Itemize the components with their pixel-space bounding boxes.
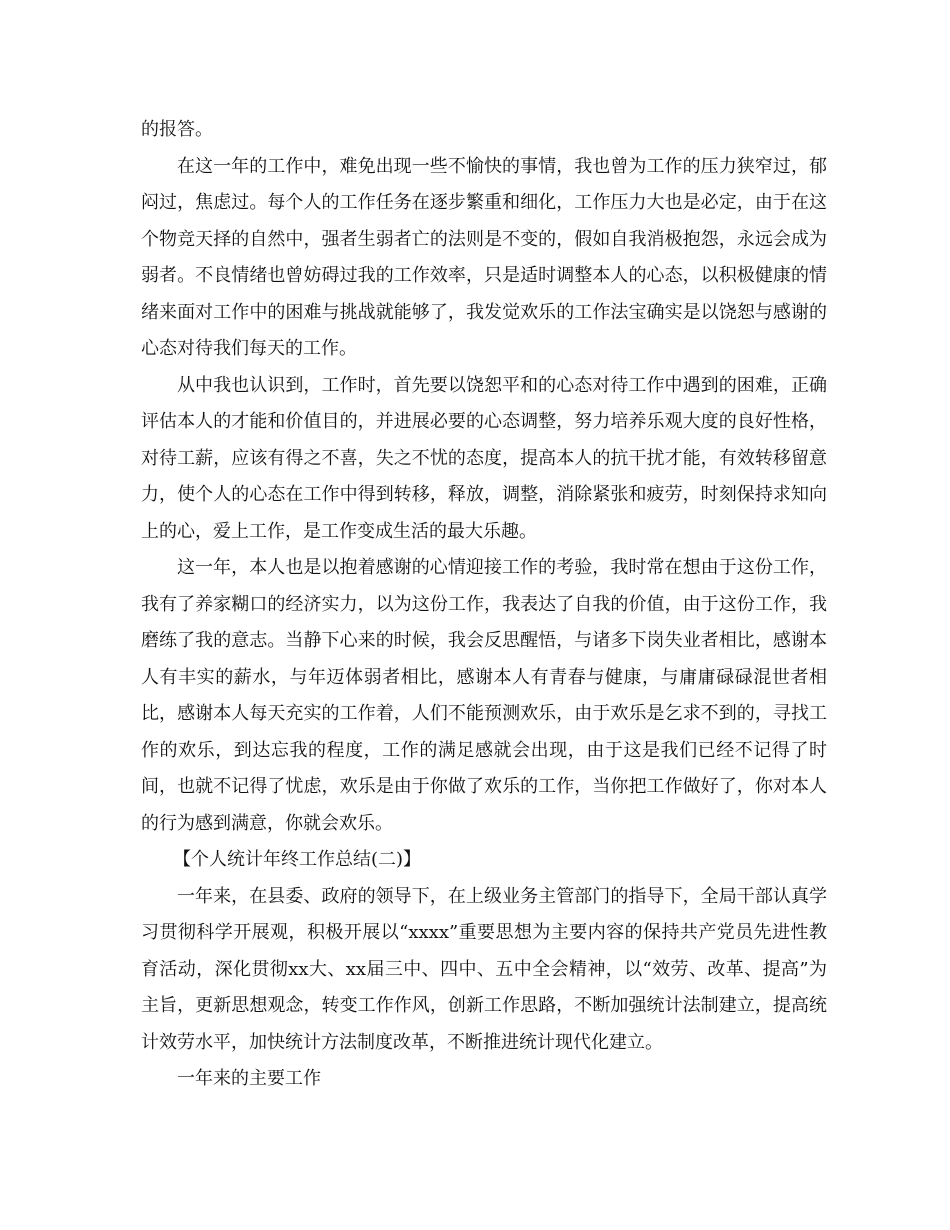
section-title: 【个人统计年终工作总结(二)】 (173, 849, 422, 870)
paragraph-2: 在这一年的工作中，难免出现一些不愉快的事情，我也曾为工作的压力狭窄过，郁闷过，焦虑过。每个人的工作任务在逐步繁重和细化，工作压力大也是必定，由于在这个物竞天择的自然中，强者生弱者亡的法则是不变的，假如自我消极抱怨，永远会成为弱者。不良情绪也曾妨碍过我的工作效率，只是适时调整本人的心态，以积极健康的情绪来面对工作中的困难与挑战就能够了，我发觉欢乐的工作法宝确实是以饶恕与感谢的心态对待我们每天的工作。 (141, 155, 827, 359)
paragraph-5: 一年来，在县委、政府的领导下，在上级业务主管部门的指导下，全局干部认真学习贯彻科学开展观，积极开展以“xxxx”重要思想为主要内容的保持共产党员先进性教育活动，深化贯彻xx大、xx届三中、四中、五中全会精神，以“效劳、改革、提高”为主旨，更新思想观念，转变工作作风，创新工作思路，不断加强统计法制建立，提高统计效劳水平，加快统计方法制度改革，不断推进统计现代化建立。 (141, 885, 827, 1053)
paragraph-4: 这一年，本人也是以抱着感谢的心情迎接工作的考验，我时常在想由于这份工作，我有了养家糊口的经济实力，以为这份工作，我表达了自我的价值，由于这份工作，我磨练了我的意志。当静下心来的时候，我会反思醒悟，与诸多下岗失业者相比，感谢本人有丰实的薪水，与年迈体弱者相比，感谢本人有青春与健康，与庸庸碌碌混世者相比，感谢本人每天充实的工作着，人们不能预测欢乐，由于欢乐是乞求不到的，寻找工作的欢乐，到达忘我的程度，工作的满足感就会出现，由于这是我们已经不记得了时间，也就不记得了忧虑，欢乐是由于你做了欢乐的工作，当你把工作做好了，你对本人的行为感到满意，你就会欢乐。 (141, 557, 827, 834)
paragraph-3: 从中我也认识到，工作时，首先要以饶恕平和的心态对待工作中遇到的困难，正确评估本人的才能和价值目的，并进展必要的心态调整，努力培养乐观大度的良好性格，对待工薪，应该有得之不喜，失之不忧的态度，提高本人的抗干扰才能，有效转移留意力，使个人的心态在工作中得到转移，释放，调整，消除紧张和疲劳，时刻保持求知向上的心，爱上工作，是工作变成生活的最大乐趣。 (141, 374, 827, 542)
paragraph-1: 的报答。 (141, 119, 213, 140)
paragraph-6: 一年来的主要工作 (177, 1068, 321, 1089)
document-page (141, 112, 827, 1098)
